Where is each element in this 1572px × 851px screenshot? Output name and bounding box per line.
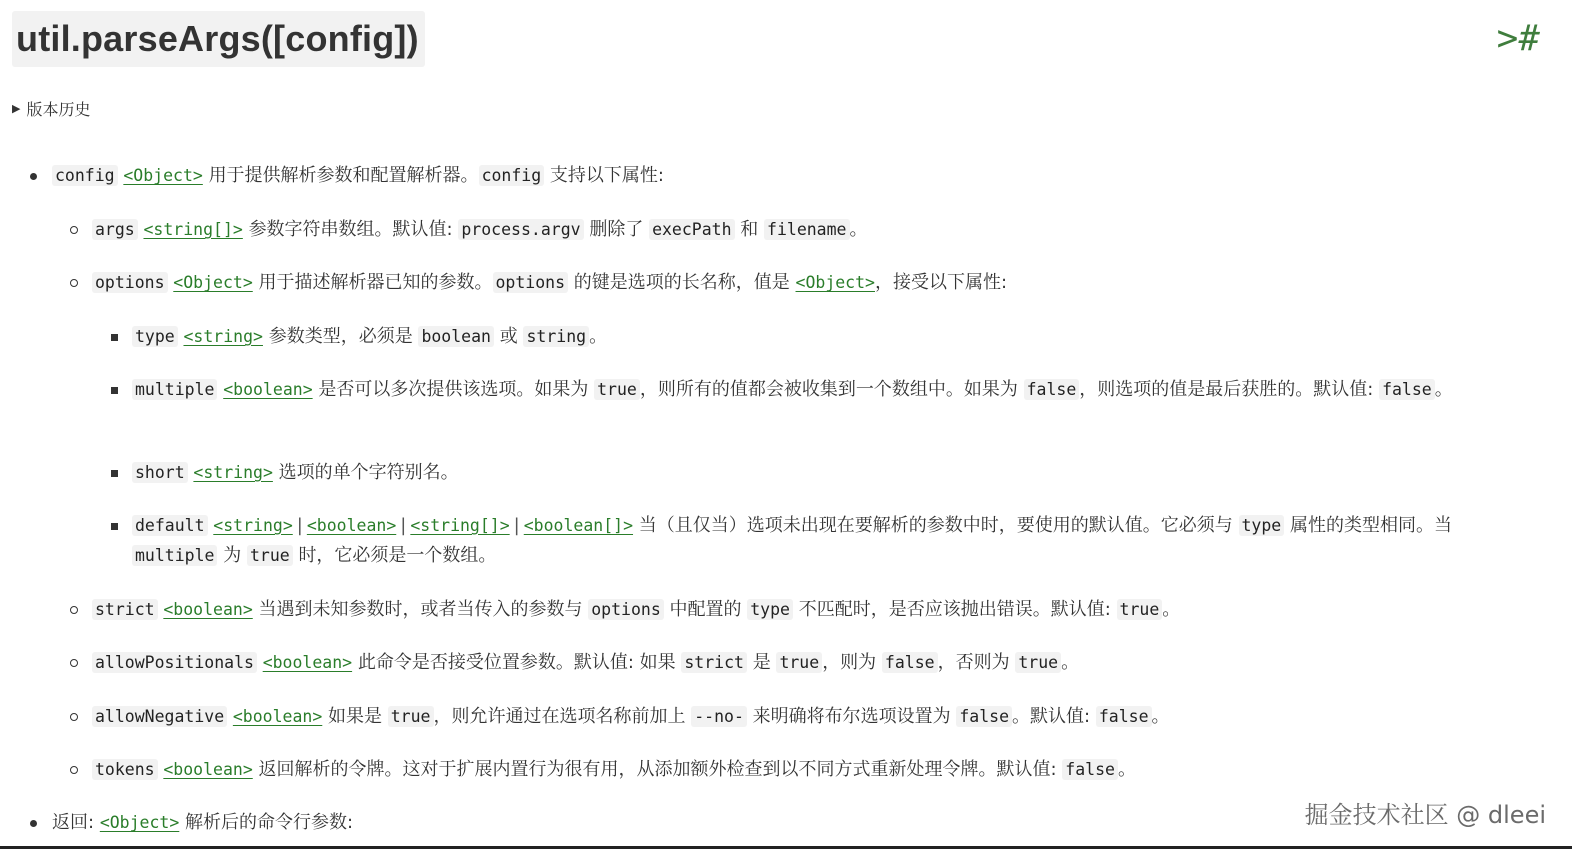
bullet-square — [111, 334, 118, 341]
desc-text: 中配置的 — [669, 599, 742, 620]
list-item-option-short — [132, 458, 459, 488]
inline-code: true — [594, 379, 640, 400]
type-link[interactable]: <boolean> — [232, 707, 323, 726]
desc-text: 参数字符串数组。默认值: — [248, 219, 453, 240]
type-link[interactable]: <boolean> — [223, 380, 313, 399]
bullet-square — [111, 523, 118, 530]
type-link[interactable]: <string> — [193, 463, 273, 482]
desc-text: 来明确将布尔选项设置为 — [752, 706, 951, 727]
inline-code: false — [956, 706, 1012, 727]
inline-code: true — [388, 706, 434, 727]
list-item-options — [92, 268, 1007, 298]
desc-text: 。 — [1162, 599, 1181, 620]
desc-text: 返回解析的令牌。这对于扩展内置行为很有用，从添加额外检查到以不同方式重新处理令牌。默认值: — [258, 759, 1057, 780]
desc-text: 的键是选项的长名称，值是 — [573, 272, 790, 293]
list-item-option-default — [132, 511, 1532, 571]
param-name: tokens — [92, 759, 158, 780]
bullet-disc — [30, 820, 37, 827]
inline-code: boolean — [418, 326, 494, 347]
bullet-circle — [70, 606, 78, 614]
disclosure-triangle-icon: ▶ — [12, 102, 21, 115]
type-link[interactable]: <string> — [213, 516, 293, 535]
bullet-disc — [30, 173, 37, 180]
type-link[interactable]: <boolean> — [163, 600, 253, 619]
type-link[interactable]: <string[]> — [410, 516, 510, 535]
param-name: config — [52, 165, 118, 186]
list-item-allow-negative — [92, 702, 1170, 732]
desc-text: 。 — [1151, 706, 1170, 727]
desc-text: 。 — [589, 326, 608, 347]
bullet-square — [111, 387, 118, 394]
type-link[interactable]: <string[]> — [143, 220, 243, 239]
inline-code: true — [776, 652, 822, 673]
list-item-allow-positionals — [92, 648, 1079, 678]
desc-text: ，则为 — [822, 652, 877, 673]
desc-text: 当（且仅当）选项未出现在要解析的参数中时，要使用的默认值。它必须与 — [638, 515, 1233, 536]
desc-text: 参数类型，必须是 — [268, 326, 413, 347]
desc-text: 支持以下属性: — [549, 165, 664, 186]
list-item-returns — [52, 808, 353, 838]
desc-text: 属性的类型相 — [1289, 515, 1398, 536]
inline-code: type — [1239, 515, 1285, 536]
inline-code: multiple — [132, 545, 217, 566]
bullet-circle — [70, 713, 78, 721]
desc-text: 当遇到未知参数时，或者当传入的参数与 — [258, 599, 583, 620]
param-name: args — [92, 219, 138, 240]
type-link[interactable]: <string> — [183, 327, 263, 346]
type-link[interactable]: <boolean> — [306, 516, 397, 535]
type-link[interactable]: <Object> — [99, 813, 180, 832]
inline-code: options — [588, 599, 664, 620]
desc-text: 用于提供解析参数和配置解析器。 — [208, 165, 479, 186]
list-item-option-type — [132, 322, 607, 352]
desc-text: 选项的单个字符别名。 — [278, 462, 459, 483]
inline-code: filename — [764, 219, 849, 240]
desc-text: 是 — [752, 652, 771, 673]
inline-code: string — [523, 326, 589, 347]
inline-code: false — [882, 652, 938, 673]
desc-text: ，则选项的值是最后获胜的。默认值: — [1079, 379, 1374, 400]
title-box — [12, 11, 425, 67]
type-separator: | — [296, 515, 303, 536]
desc-text: ，接受以下属性: — [875, 272, 1008, 293]
desc-text: 删除了 — [589, 219, 644, 240]
list-item-strict — [92, 595, 1180, 625]
type-separator: | — [400, 515, 407, 536]
param-name: type — [132, 326, 178, 347]
list-item-config — [52, 161, 664, 191]
type-link[interactable]: <boolean[]> — [523, 516, 634, 535]
desc-text: 同。当 — [1397, 515, 1452, 536]
desc-text: 是否可以多次提供该选项。如果为 — [318, 379, 589, 400]
inline-code: true — [1015, 652, 1061, 673]
param-name: strict — [92, 599, 158, 620]
param-name: options — [92, 272, 168, 293]
bullet-circle — [70, 659, 78, 667]
inline-code: --no- — [691, 706, 747, 727]
list-item-args — [92, 215, 868, 245]
type-link[interactable]: <Object> — [123, 166, 203, 185]
desc-text: ，否则为 — [937, 652, 1010, 673]
watermark: 掘金技术社区 @ dleei — [1304, 801, 1546, 829]
desc-text: ，则允许通过在选项名称前加上 — [433, 706, 686, 727]
inline-code: true — [247, 545, 293, 566]
desc-text: 如果是 — [328, 706, 383, 727]
inline-code: false — [1024, 379, 1080, 400]
desc-text: 。 — [1117, 759, 1136, 780]
inline-code: execPath — [649, 219, 734, 240]
version-history-toggle[interactable] — [12, 97, 90, 120]
list-item-option-multiple — [132, 375, 1502, 405]
inline-code: strict — [681, 652, 747, 673]
desc-text: 解析后的命令行参数: — [185, 812, 354, 833]
desc-text: 不匹配时，是否应该抛出错误。默认值: — [798, 599, 1111, 620]
bullet-circle — [70, 279, 78, 287]
desc-text: 此命令是否接受位置参数。默认值: 如果 — [357, 652, 676, 673]
desc-text: 用于描述解析器已知的参数。 — [258, 272, 493, 293]
desc-text: 。 — [1434, 379, 1453, 400]
type-link[interactable]: <boolean> — [262, 653, 353, 672]
inline-code: type — [747, 599, 793, 620]
param-name: default — [132, 515, 208, 536]
desc-text: 。默认值: — [1012, 706, 1091, 727]
param-name: allowNegative — [92, 706, 227, 727]
inline-code: config — [479, 165, 545, 186]
param-name: short — [132, 462, 188, 483]
returns-label: 返回: — [52, 812, 95, 833]
version-history-label: 版本历史 — [26, 100, 91, 119]
type-link[interactable]: <Object> — [795, 273, 875, 292]
list-item-tokens — [92, 755, 1136, 785]
bullet-circle — [70, 766, 78, 774]
desc-text: 为 — [223, 545, 242, 566]
type-separator: | — [513, 515, 520, 536]
type-link[interactable]: <Object> — [173, 273, 253, 292]
type-link[interactable]: <boolean> — [163, 760, 253, 779]
page-title: util.parseArgs([config]) — [16, 18, 419, 59]
desc-text: 时，它必须是一个数组。 — [298, 545, 497, 566]
desc-text: 或 — [499, 326, 518, 347]
inline-code: false — [1096, 706, 1152, 727]
desc-text: ，则所有的值都会被收集到一个数组中。如果为 — [639, 379, 1018, 400]
anchor-link[interactable]: ># — [1496, 18, 1540, 59]
param-name: allowPositionals — [92, 652, 257, 673]
desc-text: 。 — [849, 219, 868, 240]
bullet-square — [111, 470, 118, 477]
inline-code: true — [1117, 599, 1163, 620]
bottom-border — [0, 846, 1572, 849]
desc-text: 。 — [1061, 652, 1080, 673]
inline-code: process.argv — [458, 219, 583, 240]
bullet-circle — [70, 226, 78, 234]
inline-code: options — [493, 272, 569, 293]
param-name: multiple — [132, 379, 217, 400]
desc-text: 和 — [740, 219, 759, 240]
inline-code: false — [1062, 759, 1118, 780]
inline-code: false — [1379, 379, 1435, 400]
